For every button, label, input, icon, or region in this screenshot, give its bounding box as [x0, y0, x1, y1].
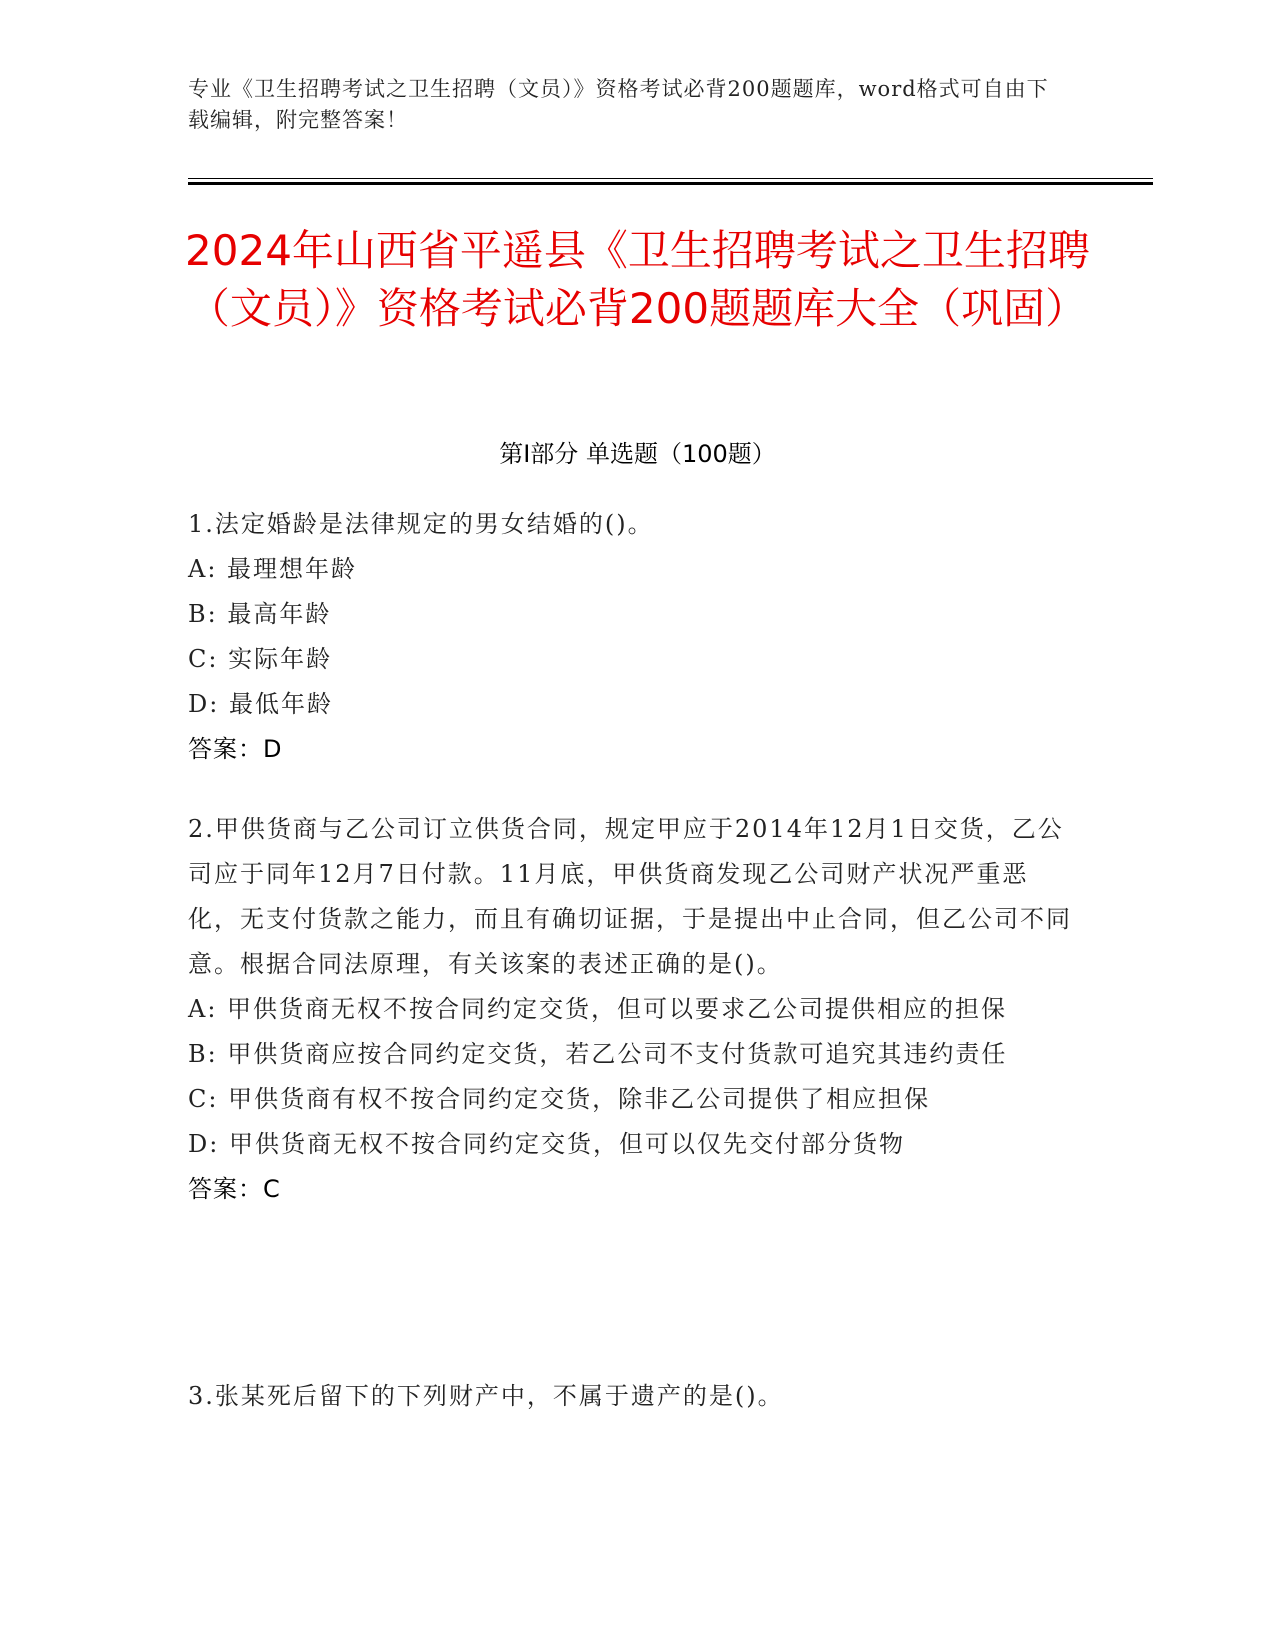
section-heading: 第I部分 单选题（100题）: [499, 440, 776, 468]
header-divider-thin: [188, 178, 1153, 179]
option-c: C: 甲供货商有权不按合同约定交货，除非乙公司提供了相应担保: [188, 1085, 931, 1113]
option-c: C: 实际年龄: [188, 645, 333, 673]
question-stem: 2.甲供货商与乙公司订立供货合同，规定甲应于2014年12月1日交货，乙公司应于同年12月7日付款。11月底，甲供货商发现乙公司财产状况严重恶化，无支付货款之能力，而且有确切证据，于是提出中止合同，但乙公司不同意。根据合同法原理，有关该案的表述正确的是()。: [188, 815, 1072, 978]
answer: 答案：D: [188, 735, 283, 763]
option-b: B: 最高年龄: [188, 600, 332, 628]
option-b: B: 甲供货商应按合同约定交货，若乙公司不支付货款可追究其违约责任: [188, 1040, 1008, 1068]
question-2: [188, 807, 1078, 1212]
header-divider-thick: [188, 182, 1153, 185]
question-stem: 3.张某死后留下的下列财产中，不属于遗产的是()。: [188, 1382, 784, 1410]
option-d: D: 最低年龄: [188, 690, 333, 718]
option-a: A: 甲供货商无权不按合同约定交货，但可以要求乙公司提供相应的担保: [188, 995, 1008, 1023]
question-3: [188, 1374, 1078, 1419]
question-1: [188, 502, 1078, 772]
option-a: A: 最理想年龄: [188, 555, 358, 583]
option-d: D: 甲供货商无权不按合同约定交货，但可以仅先交付部分货物: [188, 1130, 905, 1158]
answer: 答案：C: [188, 1175, 281, 1203]
document-title: 2024年山西省平遥县《卫生招聘考试之卫生招聘（文员）》资格考试必背200题题库大全（巩固）: [185, 226, 1090, 333]
question-stem: 1.法定婚龄是法律规定的男女结婚的()。: [188, 510, 654, 538]
document-header-note: 专业《卫生招聘考试之卫生招聘（文员）》资格考试必背200题题库，word格式可自由下载编辑，附完整答案！: [188, 77, 1049, 132]
